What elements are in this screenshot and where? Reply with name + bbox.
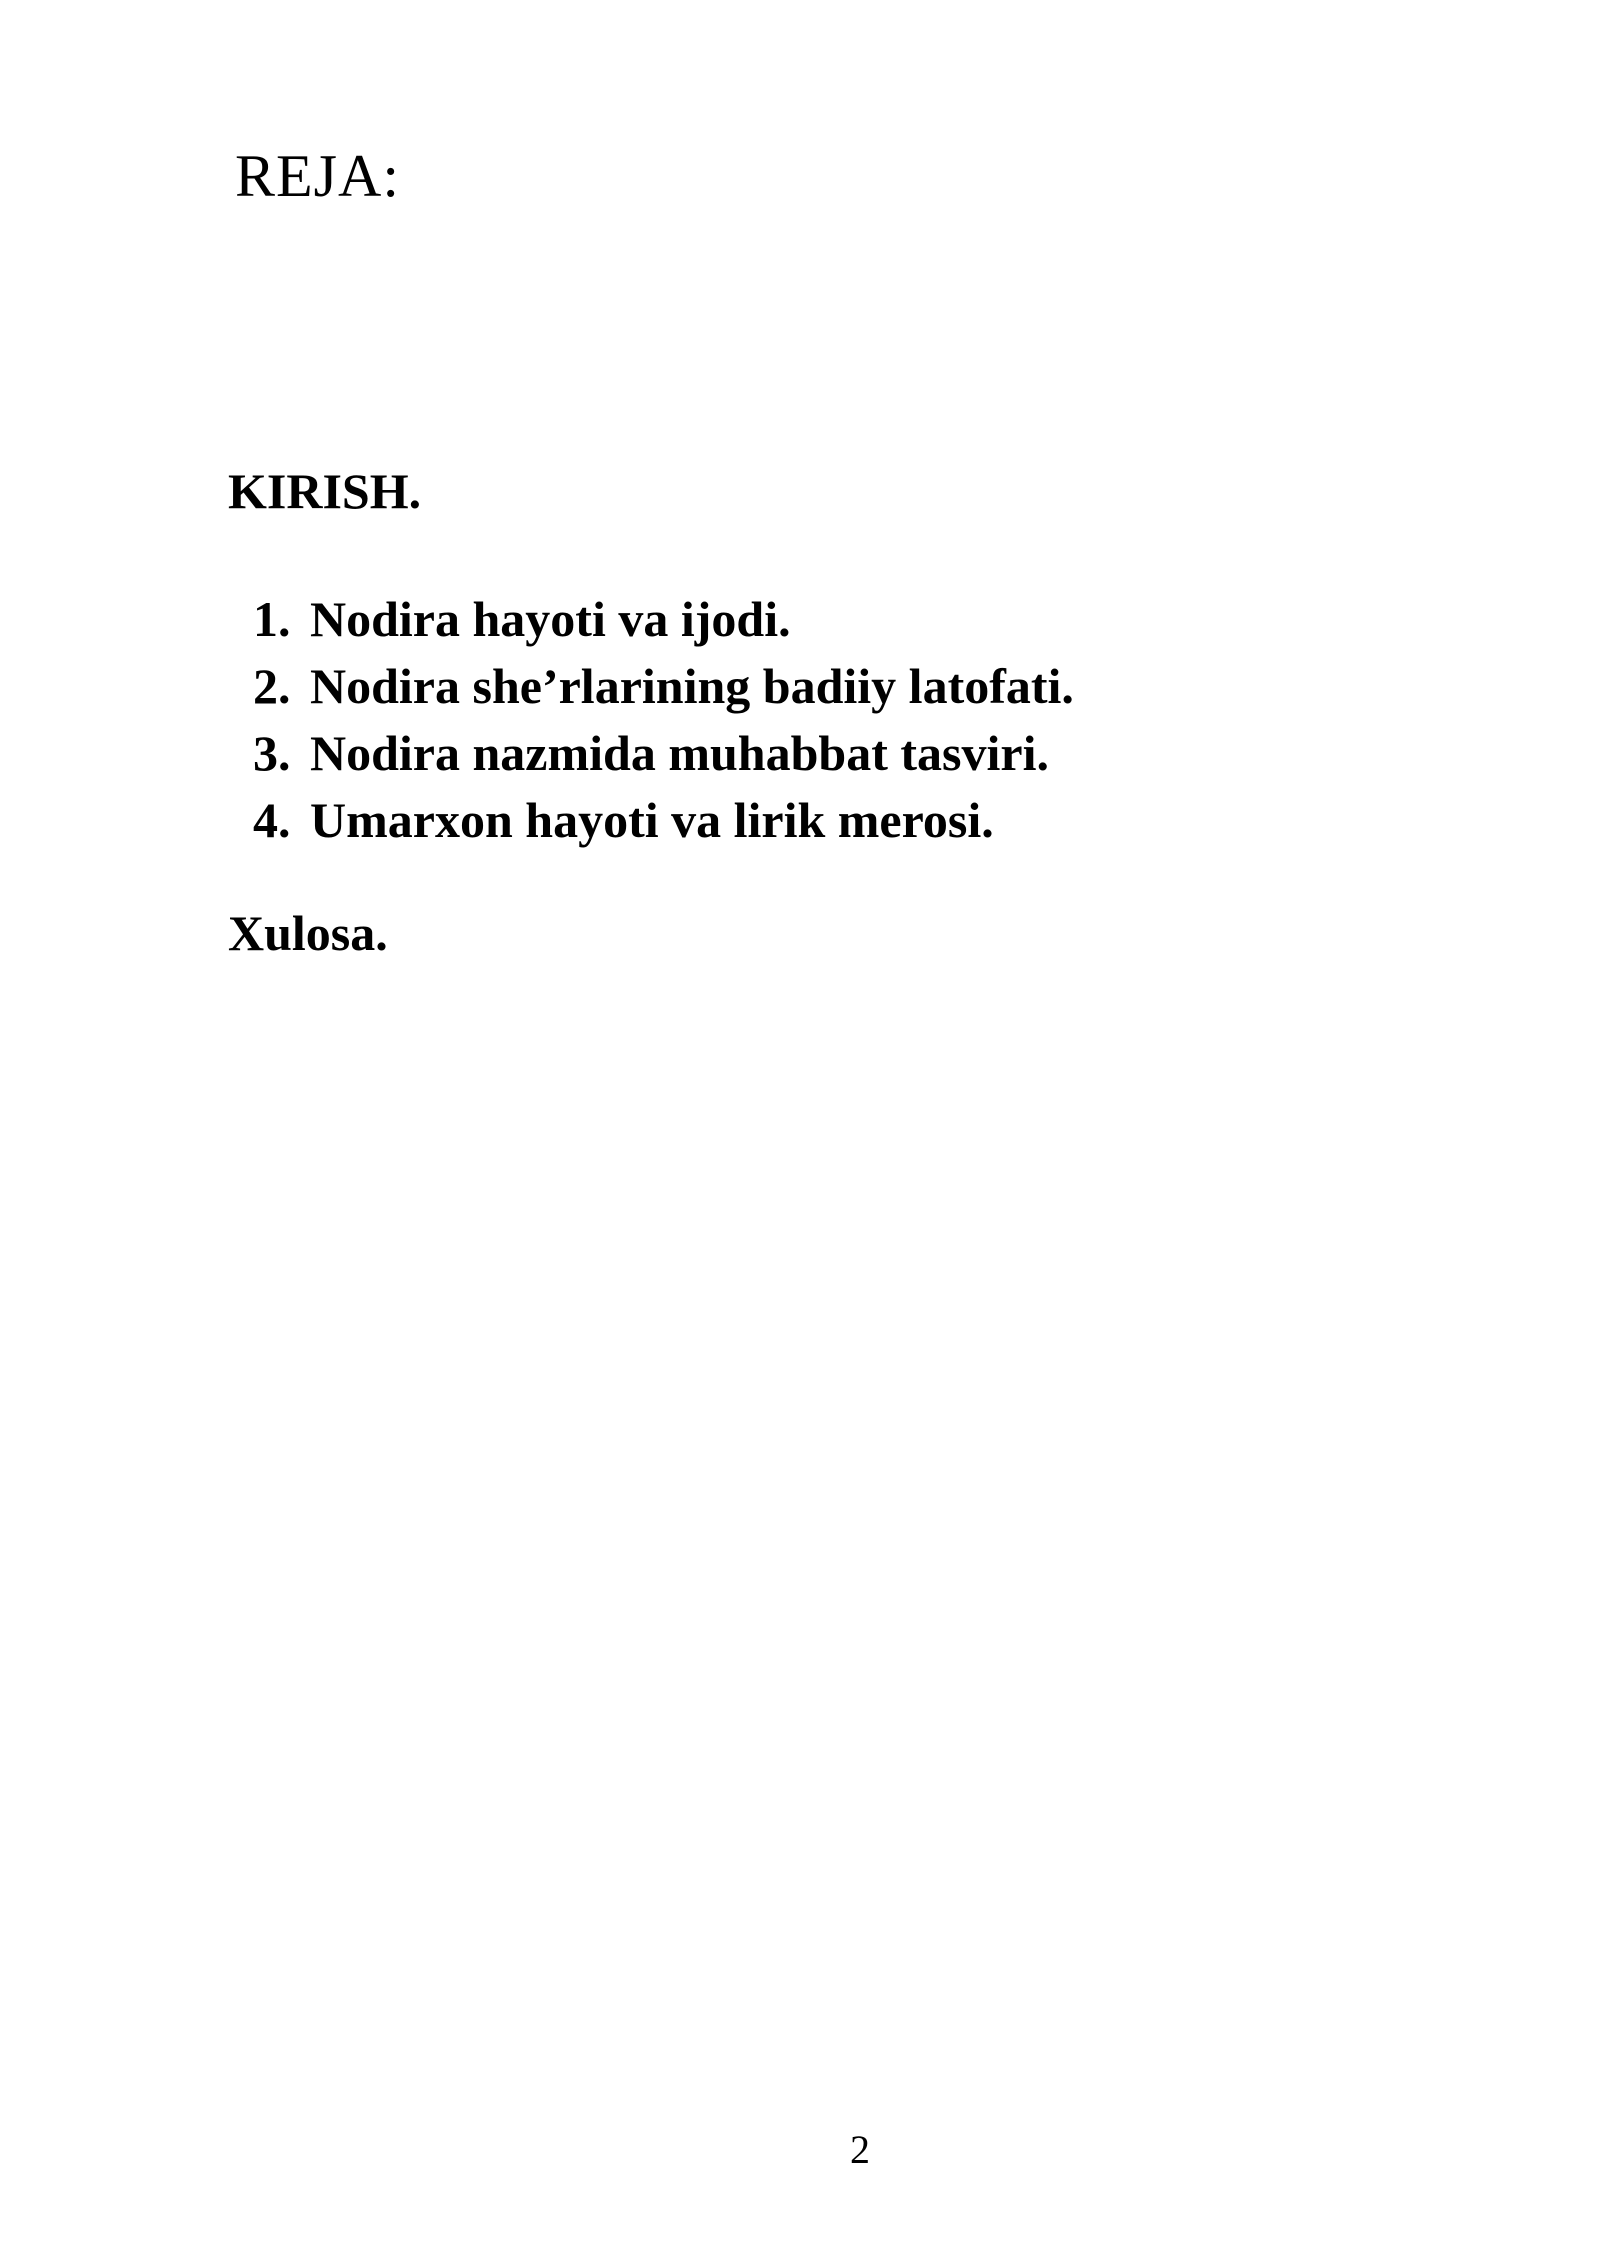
plan-item-number: 1. [253, 591, 291, 647]
plan-item-text: Nodira she’rlarining badiiy latofati. [310, 658, 1074, 714]
plan-item-number: 4. [253, 792, 291, 848]
plan-item-number: 3. [253, 725, 291, 781]
plan-item-text: Nodira hayoti va ijodi. [310, 591, 791, 647]
intro-heading: KIRISH. [228, 463, 422, 519]
plan-item-number: 2. [253, 658, 291, 714]
plan-item-text: Umarxon hayoti va lirik merosi. [310, 792, 994, 848]
plan-item [253, 653, 1074, 720]
page-title: REJA: [235, 143, 401, 209]
plan-item [253, 787, 1074, 854]
page-number: 2 [850, 2127, 870, 2172]
plan-item-text: Nodira nazmida muhabbat tasviri. [310, 725, 1049, 781]
plan-list [253, 586, 1074, 854]
conclusion-heading: Xulosa. [228, 905, 388, 961]
plan-item [253, 720, 1074, 787]
plan-item [253, 586, 1074, 653]
